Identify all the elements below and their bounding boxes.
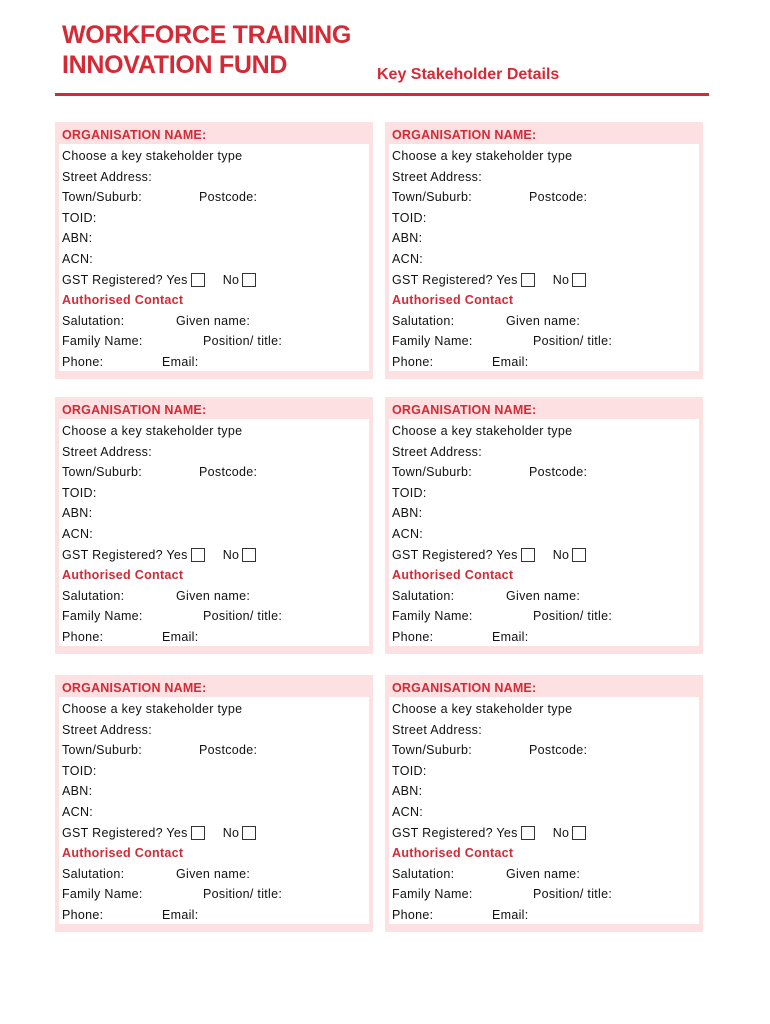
gst-no-label: No [222,547,240,562]
phone-email-row [62,627,369,648]
phone-field[interactable]: Phone: [62,629,104,644]
toid-field[interactable]: TOID: [62,485,97,500]
salutation-given-row [62,864,369,885]
given-name-field[interactable]: Given name: [506,313,581,328]
street-address-field[interactable]: Street Address: [392,722,482,737]
gst-no-checkbox[interactable] [242,548,256,562]
family-position-row [392,606,699,627]
authorised-contact-heading: Authorised Contact [392,846,514,861]
authorised-contact-heading: Authorised Contact [62,293,184,308]
abn-field[interactable]: ABN: [62,784,93,799]
salutation-field[interactable]: Salutation: [62,313,125,328]
given-name-field[interactable]: Given name: [176,588,251,603]
header-rule [55,93,709,96]
toid-field[interactable]: TOID: [392,485,427,500]
email-field[interactable]: Email: [162,629,199,644]
salutation-given-row [392,311,699,332]
gst-registered-row [62,545,369,566]
gst-yes-checkbox[interactable] [521,548,535,562]
form-title [62,20,351,80]
gst-yes-checkbox[interactable] [191,273,205,287]
town-postcode-row [392,462,699,483]
given-name-field[interactable]: Given name: [176,866,251,881]
section-subtitle: Key Stakeholder Details [377,66,560,83]
given-name-field[interactable]: Given name: [506,866,581,881]
authorised-contact-heading: Authorised Contact [62,846,184,861]
gst-yes-label: GST Registered? Yes [392,825,518,840]
abn-field[interactable]: ABN: [392,784,423,799]
email-field[interactable]: Email: [492,907,529,922]
street-address-field[interactable]: Street Address: [392,169,482,184]
postcode-field[interactable]: Postcode: [529,465,588,480]
gst-no-checkbox[interactable] [242,826,256,840]
stakeholder-fields [59,144,369,371]
toid-field[interactable]: TOID: [62,210,97,225]
family-position-row [392,884,699,905]
gst-no-checkbox[interactable] [572,548,586,562]
gst-no-label: No [222,272,240,287]
family-position-row [62,606,369,627]
gst-yes-label: GST Registered? Yes [62,547,188,562]
town-suburb-field[interactable]: Town/Suburb: [62,743,143,758]
stakeholder-fields [389,419,699,646]
salutation-field[interactable]: Salutation: [62,588,125,603]
gst-no-label: No [552,825,570,840]
toid-field[interactable]: TOID: [392,210,427,225]
position-title-field[interactable]: Position/ title: [533,609,613,624]
stakeholder-card [385,122,703,379]
position-title-field[interactable]: Position/ title: [203,887,283,902]
stakeholder-card [55,122,373,379]
phone-email-row [62,352,369,373]
postcode-field[interactable]: Postcode: [199,190,258,205]
town-suburb-field[interactable]: Town/Suburb: [62,465,143,480]
salutation-field[interactable]: Salutation: [392,588,455,603]
email-field[interactable]: Email: [162,907,199,922]
town-suburb-field[interactable]: Town/Suburb: [392,743,473,758]
town-suburb-field[interactable]: Town/Suburb: [392,465,473,480]
gst-no-checkbox[interactable] [572,273,586,287]
acn-field[interactable]: ACN: [392,526,424,541]
given-name-field[interactable]: Given name: [506,588,581,603]
gst-registered-row [392,545,699,566]
phone-email-row [392,352,699,373]
town-postcode-row [62,740,369,761]
gst-yes-label: GST Registered? Yes [392,272,518,287]
acn-field[interactable]: ACN: [392,251,424,266]
gst-no-label: No [552,547,570,562]
stakeholder-type-field[interactable]: Choose a key stakeholder type [62,149,243,163]
gst-registered-row [392,270,699,291]
title-line-2: INNOVATION FUND [62,51,288,79]
town-postcode-row [62,462,369,483]
stakeholder-card [385,397,703,654]
organisation-name-label: ORGANISATION NAME: [62,403,207,417]
acn-field[interactable]: ACN: [62,251,94,266]
town-postcode-row [62,187,369,208]
position-title-field[interactable]: Position/ title: [533,334,613,349]
authorised-contact-heading: Authorised Contact [392,568,514,583]
organisation-name-label: ORGANISATION NAME: [62,681,207,695]
phone-field[interactable]: Phone: [392,907,434,922]
gst-yes-checkbox[interactable] [521,273,535,287]
abn-field[interactable]: ABN: [392,506,423,521]
organisation-name-label: ORGANISATION NAME: [62,128,207,142]
family-name-field[interactable]: Family Name: [392,609,473,624]
gst-yes-checkbox[interactable] [191,548,205,562]
abn-field[interactable]: ABN: [62,231,93,246]
email-field[interactable]: Email: [492,354,529,369]
abn-field[interactable]: ABN: [392,231,423,246]
phone-field[interactable]: Phone: [62,354,104,369]
position-title-field[interactable]: Position/ title: [533,887,613,902]
stakeholder-card [55,675,373,932]
town-postcode-row [392,740,699,761]
gst-registered-row [62,823,369,844]
acn-field[interactable]: ACN: [392,804,424,819]
town-postcode-row [392,187,699,208]
gst-registered-row [62,270,369,291]
authorised-contact-heading: Authorised Contact [62,568,184,583]
family-name-field[interactable]: Family Name: [62,887,143,902]
phone-email-row [62,905,369,926]
stakeholder-type-field[interactable]: Choose a key stakeholder type [62,424,243,438]
gst-yes-label: GST Registered? Yes [62,825,188,840]
email-field[interactable]: Email: [162,354,199,369]
gst-yes-checkbox[interactable] [191,826,205,840]
town-suburb-field[interactable]: Town/Suburb: [392,190,473,205]
street-address-field[interactable]: Street Address: [392,444,482,459]
phone-field[interactable]: Phone: [62,907,104,922]
salutation-given-row [392,586,699,607]
family-position-row [392,331,699,352]
abn-field[interactable]: ABN: [62,506,93,521]
postcode-field[interactable]: Postcode: [529,190,588,205]
gst-yes-label: GST Registered? Yes [392,547,518,562]
given-name-field[interactable]: Given name: [176,313,251,328]
street-address-field[interactable]: Street Address: [62,444,152,459]
family-name-field[interactable]: Family Name: [62,609,143,624]
phone-field[interactable]: Phone: [392,354,434,369]
salutation-field[interactable]: Salutation: [392,866,455,881]
position-title-field[interactable]: Position/ title: [203,609,283,624]
acn-field[interactable]: ACN: [62,526,94,541]
gst-no-label: No [552,272,570,287]
gst-no-checkbox[interactable] [242,273,256,287]
email-field[interactable]: Email: [492,629,529,644]
salutation-field[interactable]: Salutation: [62,866,125,881]
stakeholder-card [385,675,703,932]
stakeholder-fields [59,697,369,924]
toid-field[interactable]: TOID: [392,763,427,778]
stakeholder-type-field[interactable]: Choose a key stakeholder type [62,702,243,716]
acn-field[interactable]: ACN: [62,804,94,819]
salutation-given-row [392,864,699,885]
stakeholder-fields [389,697,699,924]
gst-no-checkbox[interactable] [572,826,586,840]
salutation-given-row [62,311,369,332]
postcode-field[interactable]: Postcode: [199,465,258,480]
street-address-field[interactable]: Street Address: [62,169,152,184]
family-name-field[interactable]: Family Name: [392,334,473,349]
gst-no-label: No [222,825,240,840]
salutation-field[interactable]: Salutation: [392,313,455,328]
stakeholder-type-field[interactable]: Choose a key stakeholder type [392,424,573,438]
toid-field[interactable]: TOID: [62,763,97,778]
stakeholder-fields [389,144,699,371]
phone-email-row [392,905,699,926]
postcode-field[interactable]: Postcode: [529,743,588,758]
stakeholder-card [55,397,373,654]
position-title-field[interactable]: Position/ title: [203,334,283,349]
stakeholder-type-field[interactable]: Choose a key stakeholder type [392,702,573,716]
authorised-contact-heading: Authorised Contact [392,293,514,308]
gst-registered-row [392,823,699,844]
street-address-field[interactable]: Street Address: [62,722,152,737]
stakeholder-type-field[interactable]: Choose a key stakeholder type [392,149,573,163]
gst-yes-label: GST Registered? Yes [62,272,188,287]
organisation-name-label: ORGANISATION NAME: [392,403,537,417]
organisation-name-label: ORGANISATION NAME: [392,128,537,142]
postcode-field[interactable]: Postcode: [199,743,258,758]
phone-email-row [392,627,699,648]
title-line-1: WORKFORCE TRAINING [62,21,352,49]
town-suburb-field[interactable]: Town/Suburb: [62,190,143,205]
salutation-given-row [62,586,369,607]
organisation-name-label: ORGANISATION NAME: [392,681,537,695]
family-name-field[interactable]: Family Name: [62,334,143,349]
gst-yes-checkbox[interactable] [521,826,535,840]
family-position-row [62,331,369,352]
stakeholder-fields [59,419,369,646]
family-position-row [62,884,369,905]
family-name-field[interactable]: Family Name: [392,887,473,902]
phone-field[interactable]: Phone: [392,629,434,644]
